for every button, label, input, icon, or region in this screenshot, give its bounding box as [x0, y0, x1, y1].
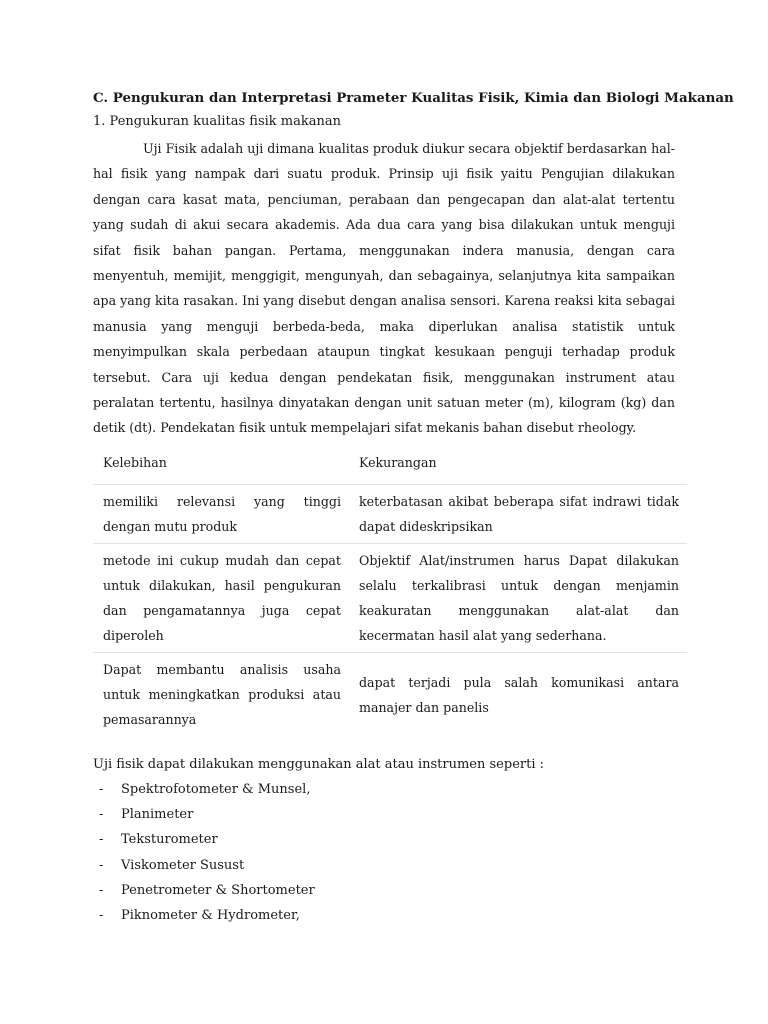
list-bullet: -	[99, 832, 104, 848]
list-item-text: Teksturometer	[121, 832, 218, 848]
table-cell-disadvantage: keterbatasan akibat beberapa sifat indrawi tidak dapat dideskripsikan	[341, 485, 687, 544]
table-cell-advantage: metode ini cukup mudah dan cepat untuk dilakukan, hasil pengukuran dan pengamatannya juga cepat diperoleh	[93, 544, 341, 653]
list-bullet: -	[99, 807, 104, 823]
table-cell-disadvantage: Objektif Alat/instrumen harus Dapat dilakukan selalu terkalibrasi untuk dengan menjamin keakuratan menggunakan alat-alat dan kecermatan hasil alat yang sederhana.	[341, 544, 687, 653]
table-header-kekurangan: Kekurangan	[341, 446, 687, 485]
instrument-list-intro: Uji fisik dapat dilakukan menggunakan alat atau instrumen seperti :	[93, 757, 544, 772]
list-bullet: -	[99, 857, 104, 873]
table-row	[93, 485, 687, 544]
list-item-text: Planimeter	[121, 807, 194, 823]
table-row	[93, 544, 687, 653]
table-header-row	[93, 446, 687, 485]
subsection-heading: 1. Pengukuran kualitas fisik makanan	[93, 114, 341, 129]
section-heading: C. Pengukuran dan Interpretasi Prameter Kualitas Fisik, Kimia dan Biologi Makanan	[93, 90, 734, 106]
table-cell-disadvantage: dapat terjadi pula salah komunikasi antara manajer dan panelis	[359, 674, 679, 715]
list-bullet: -	[99, 882, 104, 898]
table-row	[93, 653, 687, 737]
list-item-text: Viskometer Susust	[121, 857, 245, 873]
list-item-text: Piknometer & Hydrometer,	[121, 907, 300, 923]
table-header-kelebihan: Kelebihan	[93, 446, 341, 485]
list-item-text: Penetrometer & Shortometer	[121, 882, 315, 898]
comparison-table	[93, 446, 687, 736]
list-item-text: Spektrofotometer & Munsel,	[121, 782, 311, 797]
table-cell-advantage: memiliki relevansi yang tinggi dengan mutu produk	[93, 485, 341, 544]
list-bullet: -	[99, 782, 104, 797]
table-cell-advantage: Dapat membantu analisis usaha untuk meningkatkan produksi atau pemasarannya	[103, 662, 341, 727]
body-paragraph: Uji Fisik adalah uji dimana kualitas produk diukur secara objektif berdasarkan hal-hal fisik yang nampak dari suatu produk. Prinsip uji fisik yaitu Pengujian dilakukan dengan cara kasat mata, penciuman, perabaan dan pengecapan dan alat-alat tertentu yang sudah di akui secara akademis. Ada dua cara yang bisa dilakukan untuk menguji sifat fisik bahan pangan. Pertama, menggunakan indera manusia, dengan cara menyentuh, memijit, menggigit, mengunyah, dan sebagainya, selanjutnya kita sampaikan apa yang kita rasakan. Ini yang disebut dengan analisa sensori. Karena reaksi kita sebagai manusia yang menguji berbeda-beda, maka diperlukan analisa statistik untuk menyimpulkan skala perbedaan ataupun tingkat kesukaan penguji terhadap produk tersebut. Cara uji kedua dengan pendekatan fisik, menggunakan instrument atau peralatan tertentu, hasilnya dinyatakan dengan unit satuan meter (m), kilogram (kg) dan detik (dt). Pendekatan fisik untuk mempelajari sifat mekanis bahan disebut rheology.	[93, 141, 675, 436]
list-bullet: -	[99, 907, 104, 923]
